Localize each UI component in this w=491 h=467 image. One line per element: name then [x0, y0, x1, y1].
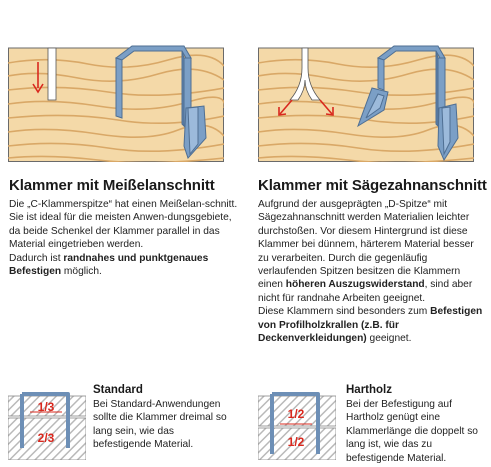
- hartholz-bottom-label: 1/2: [287, 435, 305, 449]
- hartholz-title: Hartholz: [346, 384, 392, 396]
- right-paragraph-1: Aufgrund der ausgeprägten „D-Spitze“ mit Sägezahnanschnitt werden Materialien leichter durchstoßen. Vor diesem Hintergrund ist diese Klammer bei dünnem, härterem Material besser zu verarbeiten. Durch die gegenläufig verlaufenden Spitzen besitzen die Klammern einen höheren Auszugswiderstand, sind aber nicht für randnahe Arbeiten geeignet.: [258, 199, 474, 304]
- right-description: [258, 198, 484, 345]
- chisel-staple-illustration: [8, 8, 224, 162]
- slot-marker: [48, 48, 56, 100]
- standard-bottom-label: 2/3: [37, 431, 55, 445]
- standard-text: Bei Standard-Anwendungen sollte die Klammer dreimal so lang sein, wie das befestigende Material.: [93, 399, 227, 451]
- left-paragraph-2: Dadurch ist randnahes und punktgenaues Befestigen möglich.: [9, 252, 209, 278]
- hartholz-ratio-diagram: [258, 384, 336, 460]
- right-paragraph-2: Diese Klammern sind besonders zum Befestigen von Profilholzkrallen (z.B. für Deckenverkleidungen) geeignet.: [258, 306, 483, 345]
- left-description: [9, 198, 239, 278]
- standard-title: Standard: [93, 384, 143, 396]
- left-paragraph-1: Die „C-Klammerspitze“ hat einen Meißelan-schnitt. Sie ist ideal für die meisten Anwen-dungsgebiete, da beide Schenkel der Klammer parallel in das Material eingetrieben werden.: [9, 199, 238, 251]
- hartholz-top-label: 1/2: [287, 407, 305, 421]
- hartholz-text: Bei der Befestigung auf Hartholz genügt eine Klammerlänge die doppelt so lang ist, wie das zu befestigende Material.: [346, 399, 478, 464]
- standard-top-label: 1/3: [37, 400, 55, 414]
- right-title: Klammer mit Sägezahnanschnitt: [258, 177, 487, 194]
- left-title: Klammer mit Meißelanschnitt: [9, 177, 215, 194]
- sawtooth-staple-illustration: [258, 8, 474, 162]
- standard-ratio-diagram: [8, 384, 86, 460]
